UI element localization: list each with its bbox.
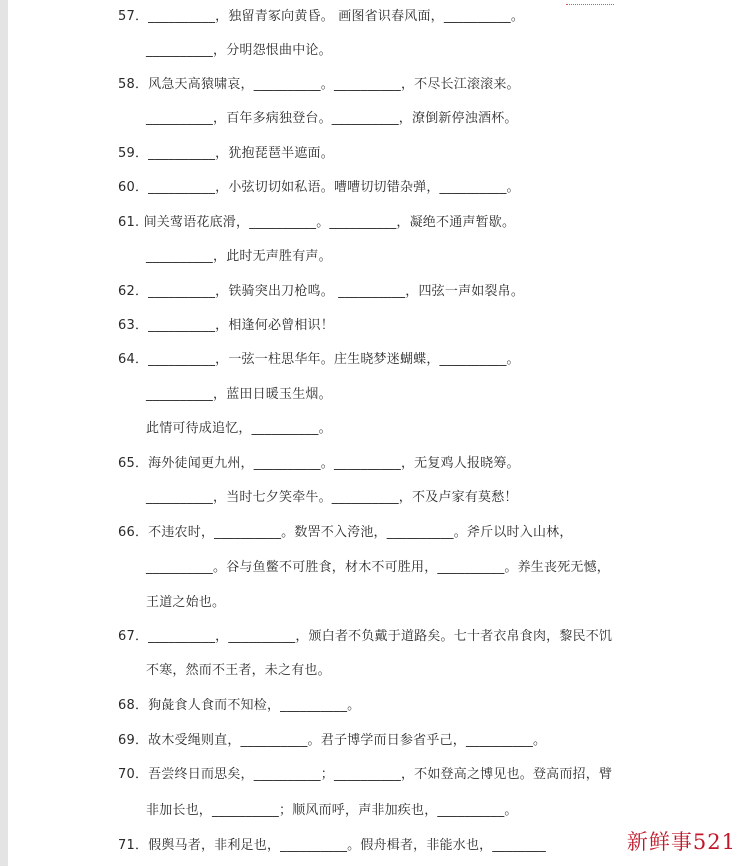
document-line: 58．风急天高猿啸哀，__________。__________，不尽长江滚滚来。 <box>118 77 520 92</box>
document-line: 60．__________，小弦切切如私语。嘈嘈切切错杂弹，__________。 <box>118 180 520 195</box>
document-line: 59．__________，犹抱琵琶半遮面。 <box>118 146 334 161</box>
document-line-continuation: 不寒，然而不王者，未之有也。 <box>146 663 331 678</box>
document-line: 69．故木受绳则直，__________。君子博学而日参省乎己，__________。 <box>118 733 547 748</box>
watermark: 新鲜事521 <box>626 830 736 854</box>
document-line-continuation: 此情可待成追忆，__________。 <box>146 421 332 436</box>
document-line-continuation: __________，分明怨恨曲中论。 <box>146 43 332 58</box>
document-line: 71．假舆马者，非利足也，__________。假舟楫者，非能水也，________ <box>118 838 546 853</box>
document-line: 68．狗彘食人食而不知检，__________。 <box>118 698 361 713</box>
document-line: 66．不违农时，__________。数罟不入洿池，__________。斧斤以时入山林， <box>118 525 573 540</box>
document-line: 63．__________，相逢何必曾相识！ <box>118 318 334 333</box>
document-line: 62．__________，铁骑突出刀枪鸣。 __________，四弦一声如裂帛。 <box>118 284 525 299</box>
document-line: 70．吾尝终日而思矣，__________；__________，不如登高之博见也。登高而招，臂 <box>118 767 613 782</box>
document-line-continuation: 非加长也，__________；顺风而呼，声非加疾也，__________。 <box>146 803 518 818</box>
document-line-continuation: __________。谷与鱼鳖不可胜食，材木不可胜用，__________。养生丧死无憾， <box>146 560 611 575</box>
document-line: 64．__________，一弦一柱思华年。庄生晓梦迷蝴蝶，__________。 <box>118 352 520 367</box>
document-line-continuation: __________，蓝田日暖玉生烟。 <box>146 387 332 402</box>
document-line: 67．__________，__________，颁白者不负戴于道路矣。七十者衣帛食肉，黎民不饥 <box>118 629 613 644</box>
document-line-continuation: __________，此时无声胜有声。 <box>146 249 332 264</box>
document-line: 57．__________，独留青冢向黄昏。 画图省识春风面，__________。 <box>118 9 525 24</box>
document-line-continuation: 王道之始也。 <box>146 595 226 610</box>
document-line-continuation: __________，百年多病独登台。__________，潦倒新停浊酒杯。 <box>146 111 518 126</box>
document-line: 65．海外徒闻更九州，__________。__________，无复鸡人报晓筹。 <box>118 456 520 471</box>
document-line-continuation: __________，当时七夕笑牵牛。__________，不及卢家有莫愁！ <box>146 490 518 505</box>
document-line: 61. 间关莺语花底滑，__________。__________，凝绝不通声暂歇。 <box>118 215 516 230</box>
